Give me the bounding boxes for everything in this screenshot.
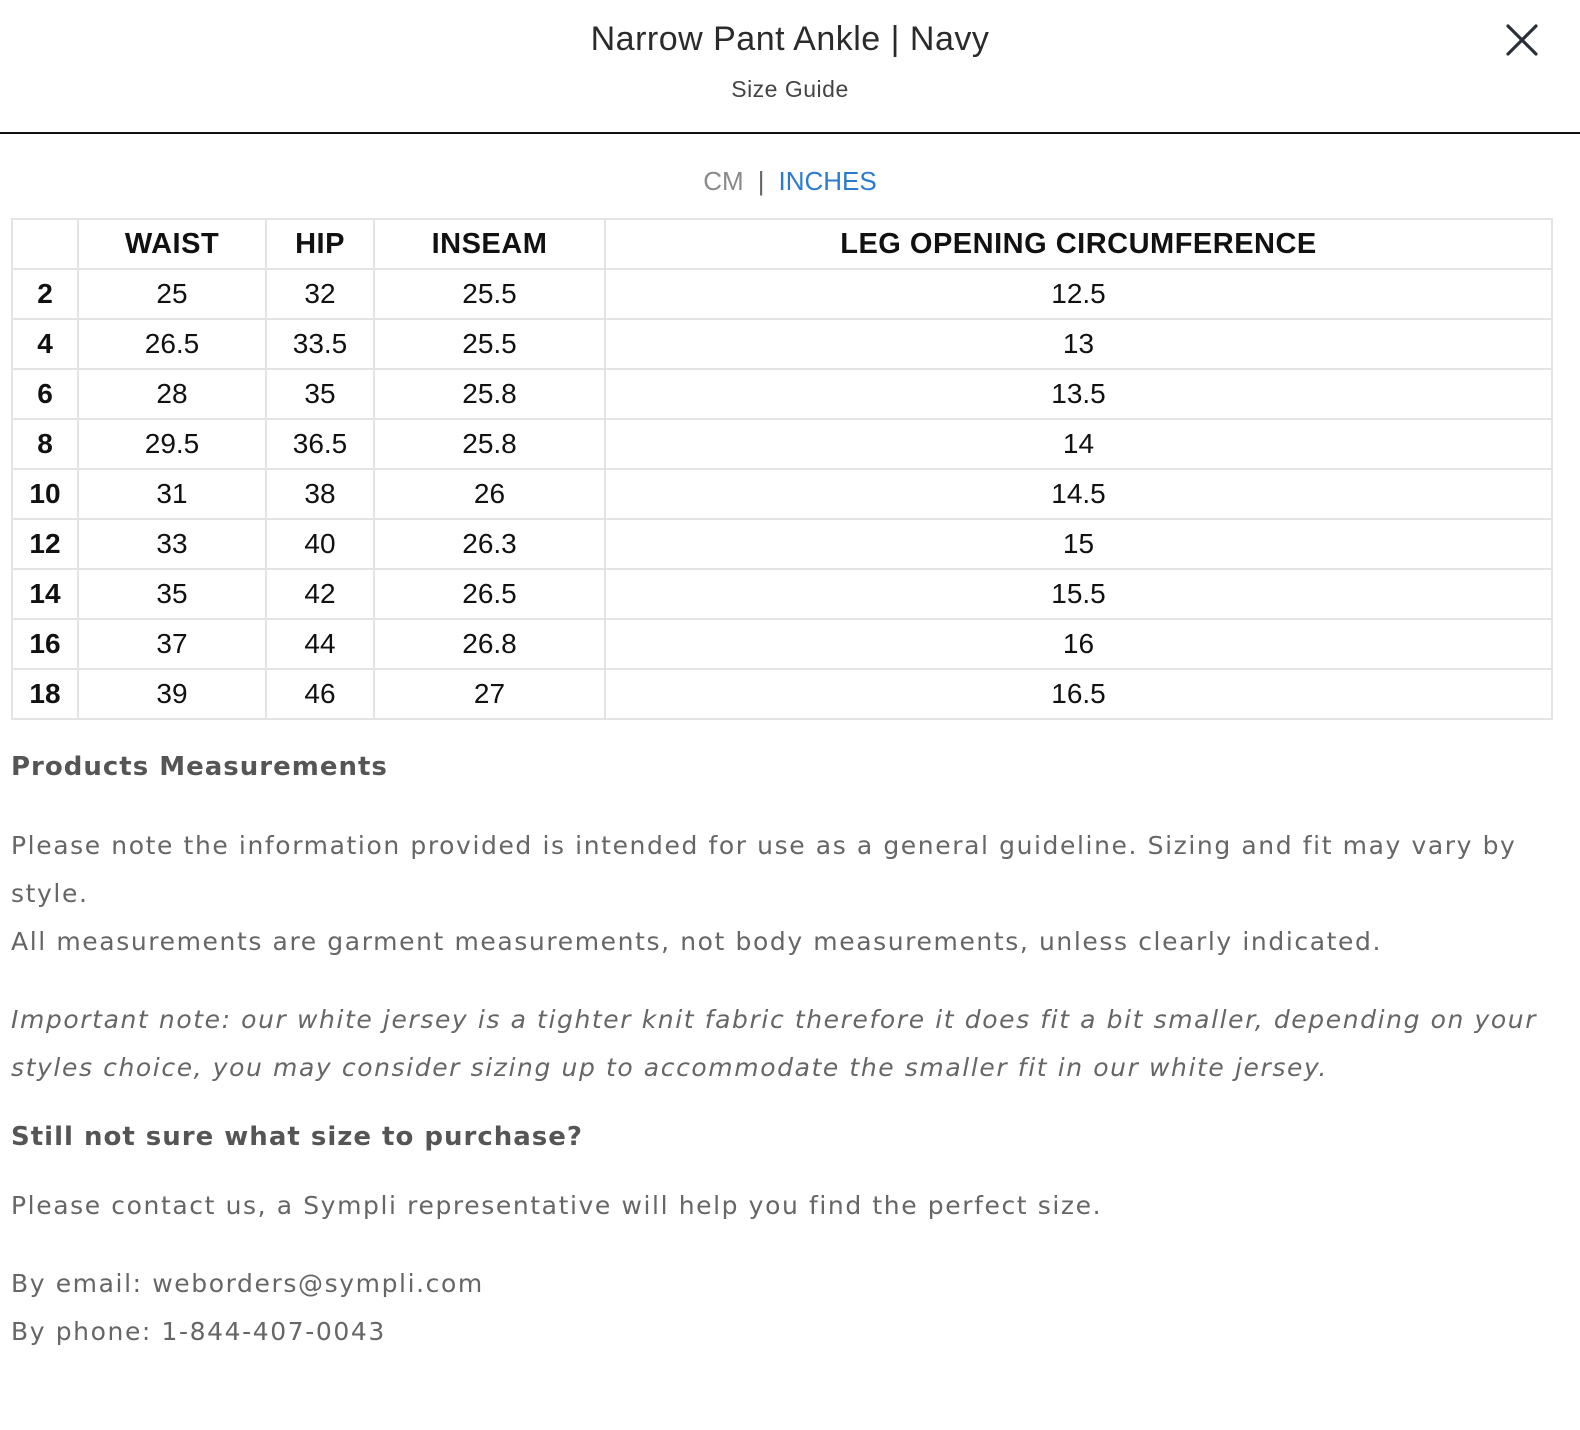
table-row xyxy=(12,319,1552,369)
measurement-cell: 40 xyxy=(266,519,374,569)
size-cell: 6 xyxy=(12,369,78,419)
close-icon xyxy=(1504,22,1540,58)
measurement-cell: 35 xyxy=(266,369,374,419)
measurement-cell: 26 xyxy=(374,469,605,519)
measurement-cell: 26.5 xyxy=(374,569,605,619)
table-row xyxy=(12,419,1552,469)
measurement-cell: 31 xyxy=(78,469,266,519)
measurement-cell: 46 xyxy=(266,669,374,719)
table-row xyxy=(12,669,1552,719)
modal-header xyxy=(0,0,1580,134)
unit-cm-option[interactable]: CM xyxy=(703,166,744,196)
important-note: Important note: our white jersey is a tighter knit fabric therefore it does fit a bit smaller, depending on your styles choice, you may consider sizing up to accommodate the smaller fit in our white jersey. xyxy=(11,1005,1538,1082)
notes-heading: Products Measurements xyxy=(11,752,388,782)
size-cell: 16 xyxy=(12,619,78,669)
measurement-cell: 25.8 xyxy=(374,419,605,469)
column-header-leg-opening: LEG OPENING CIRCUMFERENCE xyxy=(605,219,1552,269)
measurement-cell: 16 xyxy=(605,619,1552,669)
measurement-cell: 35 xyxy=(78,569,266,619)
measurement-cell: 26.8 xyxy=(374,619,605,669)
measurement-cell: 27 xyxy=(374,669,605,719)
measurement-notes xyxy=(11,752,1551,1356)
measurement-cell: 12.5 xyxy=(605,269,1552,319)
table-row xyxy=(12,519,1552,569)
measurement-cell: 29.5 xyxy=(78,419,266,469)
measurement-cell: 15 xyxy=(605,519,1552,569)
table-header-row xyxy=(12,219,1552,269)
size-chart-table xyxy=(11,218,1553,720)
table-row xyxy=(12,619,1552,669)
size-cell: 14 xyxy=(12,569,78,619)
help-heading: Still not sure what size to purchase? xyxy=(11,1122,583,1152)
measurement-cell: 25.5 xyxy=(374,269,605,319)
measurement-cell: 13.5 xyxy=(605,369,1552,419)
measurement-cell: 37 xyxy=(78,619,266,669)
size-cell: 12 xyxy=(12,519,78,569)
garment-note: All measurements are garment measurements, not body measurements, unless clearly indicated. xyxy=(11,927,1383,956)
measurement-cell: 15.5 xyxy=(605,569,1552,619)
table-row xyxy=(12,269,1552,319)
unit-separator: | xyxy=(757,166,765,196)
measurement-cell: 16.5 xyxy=(605,669,1552,719)
column-header-waist: WAIST xyxy=(78,219,266,269)
size-cell: 10 xyxy=(12,469,78,519)
measurement-cell: 38 xyxy=(266,469,374,519)
contact-note: Please contact us, a Sympli representative will help you find the perfect size. xyxy=(11,1191,1103,1220)
contact-phone[interactable]: By phone: 1-844-407-0043 xyxy=(11,1317,386,1346)
measurement-cell: 14.5 xyxy=(605,469,1552,519)
measurement-cell: 25 xyxy=(78,269,266,319)
measurement-cell: 25.8 xyxy=(374,369,605,419)
column-header-hip: HIP xyxy=(266,219,374,269)
measurement-cell: 42 xyxy=(266,569,374,619)
table-row xyxy=(12,369,1552,419)
measurement-cell: 32 xyxy=(266,269,374,319)
measurement-cell: 25.5 xyxy=(374,319,605,369)
column-header-size xyxy=(12,219,78,269)
size-cell: 8 xyxy=(12,419,78,469)
guideline-note: Please note the information provided is intended for use as a general guideline. Sizing and fit may vary by style. xyxy=(11,831,1517,908)
measurement-cell: 13 xyxy=(605,319,1552,369)
measurement-cell: 28 xyxy=(78,369,266,419)
unit-inches-option[interactable]: INCHES xyxy=(778,166,877,196)
measurement-cell: 44 xyxy=(266,619,374,669)
size-guide-subtitle: Size Guide xyxy=(731,76,849,102)
product-title: Narrow Pant Ankle | Navy xyxy=(590,20,990,58)
unit-toggle xyxy=(0,166,1580,197)
contact-email[interactable]: By email: weborders@sympli.com xyxy=(11,1269,484,1298)
measurement-cell: 26.5 xyxy=(78,319,266,369)
table-row xyxy=(12,469,1552,519)
measurement-cell: 36.5 xyxy=(266,419,374,469)
measurement-cell: 33.5 xyxy=(266,319,374,369)
size-cell: 18 xyxy=(12,669,78,719)
close-button[interactable] xyxy=(1504,22,1540,58)
size-cell: 2 xyxy=(12,269,78,319)
size-cell: 4 xyxy=(12,319,78,369)
measurement-cell: 26.3 xyxy=(374,519,605,569)
measurement-cell: 33 xyxy=(78,519,266,569)
column-header-inseam: INSEAM xyxy=(374,219,605,269)
measurement-cell: 14 xyxy=(605,419,1552,469)
table-row xyxy=(12,569,1552,619)
measurement-cell: 39 xyxy=(78,669,266,719)
